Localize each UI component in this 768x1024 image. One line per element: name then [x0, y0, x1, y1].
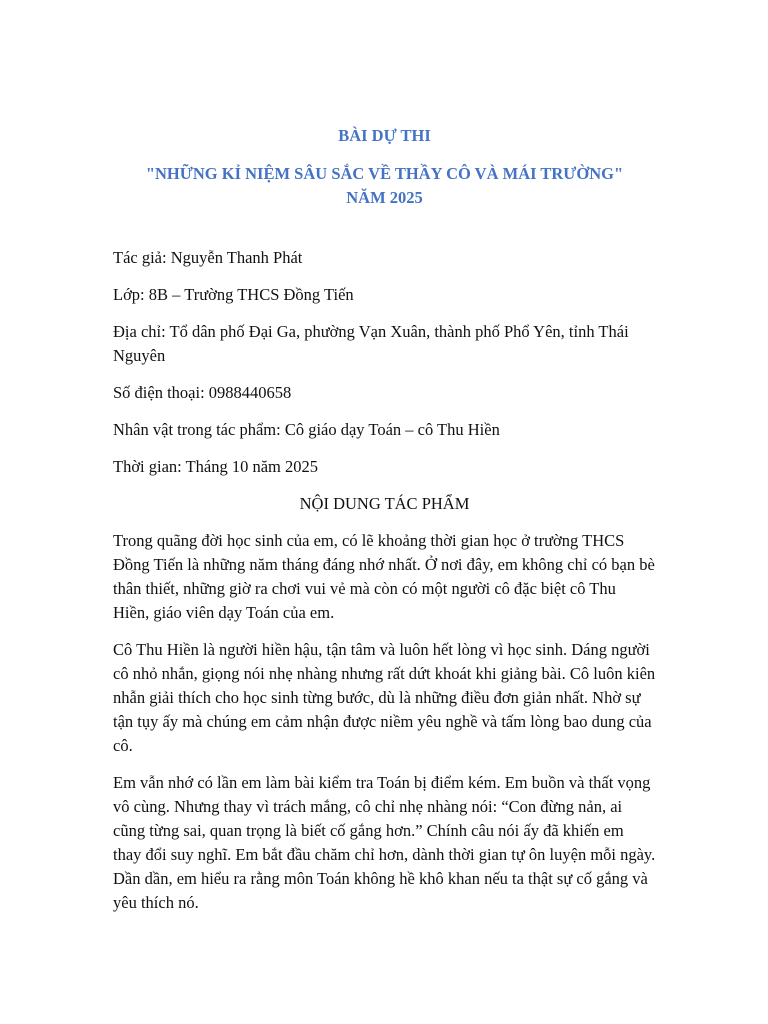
info-address: Địa chỉ: Tổ dân phố Đại Ga, phường Vạn Xuân, thành phố Phổ Yên, tỉnh Thái Nguyên — [113, 322, 629, 365]
info-character: Nhân vật trong tác phẩm: Cô giáo dạy Toán – cô Thu Hiền — [113, 420, 500, 439]
content-heading: NỘI DUNG TÁC PHẨM — [299, 494, 470, 513]
author-info — [113, 246, 656, 479]
paragraph-3: Em vẫn nhớ có lần em làm bài kiểm tra Toán bị điểm kém. Em buồn và thất vọng vô cùng. Nhưng thay vì trách mắng, cô chỉ nhẹ nhàng nói: “Con đừng nản, ai cũng từng sai, quan trọng là biết cố gắng hơn.” Chính câu nói ấy đã khiến em thay đổi suy nghĩ. Em bắt đầu chăm chỉ hơn, dành thời gian tự ôn luyện mỗi ngày. Dần dần, em hiểu ra rằng môn Toán không hề khô khan nếu ta thật sự cố gắng và yêu thích nó. — [113, 773, 656, 912]
paragraph-1: Trong quãng đời học sinh của em, có lẽ khoảng thời gian học ở trường THCS Đồng Tiến là những năm tháng đáng nhớ nhất. Ở nơi đây, em không chỉ có bạn bè thân thiết, những giờ ra chơi vui vẻ mà còn có một người cô đặc biệt cô Thu Hiền, giáo viên dạy Toán của em. — [113, 531, 655, 622]
info-class: Lớp: 8B – Trường THCS Đồng Tiến — [113, 285, 354, 304]
document-title: BÀI DỰ THI — [338, 126, 431, 145]
info-author: Tác giả: Nguyễn Thanh Phát — [113, 248, 303, 267]
subtitle-line-2: NĂM 2025 — [346, 188, 423, 207]
info-phone: Số điện thoại: 0988440658 — [113, 383, 292, 402]
subtitle-line-1: "NHỮNG KỈ NIỆM SÂU SẮC VỀ THẦY CÔ VÀ MÁI TRƯỜNG" — [145, 164, 624, 183]
info-time: Thời gian: Tháng 10 năm 2025 — [113, 457, 319, 476]
paragraph-2: Cô Thu Hiền là người hiền hậu, tận tâm và luôn hết lòng vì học sinh. Dáng người cô nhỏ nhắn, giọng nói nhẹ nhàng nhưng rất dứt khoát khi giảng bài. Cô luôn kiên nhẫn giải thích cho học sinh từng bước, dù là những điều đơn giản nhất. Nhờ sự tận tụy ấy mà chúng em cảm nhận được niềm yêu nghề và tấm lòng bao dung của cô. — [113, 640, 656, 755]
document-subtitle — [113, 162, 656, 210]
